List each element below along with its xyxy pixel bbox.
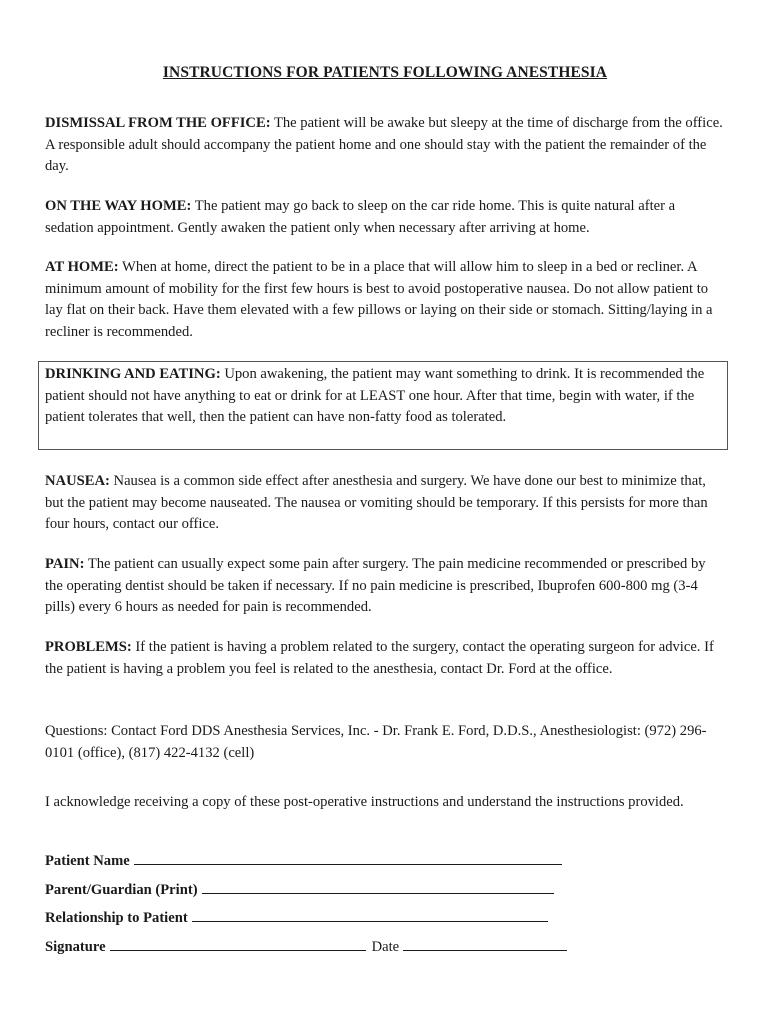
- signature-row: [45, 936, 567, 959]
- parent-guardian-label: Parent/Guardian (Print): [45, 882, 198, 898]
- section-text: The patient will be awake but sleepy at the time of discharge from the office. A responsible adult should accompany the patient home and one should stay with the patient the remainder of the day.: [45, 115, 723, 174]
- section-text: Upon awakening, the patient may want something to drink. It is recommended the patient should not have anything to eat or drink for at LEAST one hour. After that time, begin with water, if the patient tolerates that well, then the patient can have non-fatty food as tolerated.: [45, 366, 705, 425]
- section-heading: AT HOME:: [45, 259, 119, 275]
- signature-label: Signature: [45, 939, 106, 955]
- section-text: Nausea is a common side effect after anesthesia and surgery. We have done our best to minimize that, but the patient may become nauseated. The nausea or vomiting should be temporary. If this persists for more than four hours, contact our office.: [45, 473, 708, 532]
- section-heading: NAUSEA:: [45, 473, 110, 489]
- section-text: When at home, direct the patient to be in a place that will allow him to sleep in a bed or recliner. A minimum amount of mobility for the first few hours is best to avoid postoperative nausea. Do not allow patient to lay flat on their back. Have them elevated with a few pillows or laying on their side or stomach. Sitting/laying in a recliner is recommended.: [45, 259, 713, 340]
- date-field[interactable]: [403, 936, 567, 951]
- section-heading: DISMISSAL FROM THE OFFICE:: [45, 115, 271, 131]
- section-text: The patient can usually expect some pain after surgery. The pain medicine recommended or prescribed by the operating dentist should be taken if necessary. If no pain medicine is prescribed, Ibuprofen 600-800 mg (3-4 pills) every 6 hours as needed for pain is recommended.: [45, 556, 706, 615]
- section-problems: [45, 637, 725, 680]
- parent-guardian-row: [45, 879, 554, 902]
- section-pain: [45, 554, 725, 619]
- page-title: INSTRUCTIONS FOR PATIENTS FOLLOWING ANESTHESIA: [162, 64, 608, 81]
- date-label: Date: [371, 939, 400, 955]
- questions-contact: Questions: Contact Ford DDS Anesthesia Services, Inc. - Dr. Frank E. Ford, D.D.S., Anesthesiologist: (972) 296-0101 (office), (817) 422-4132 (cell): [45, 723, 707, 761]
- section-heading: ON THE WAY HOME:: [45, 198, 192, 214]
- acknowledgment-text: I acknowledge receiving a copy of these post-operative instructions and understand the instructions provided.: [45, 794, 684, 810]
- section-heading: PROBLEMS:: [45, 639, 132, 655]
- patient-name-row: [45, 850, 562, 873]
- section-nausea: [45, 471, 725, 536]
- section-way-home: [45, 196, 725, 239]
- relationship-label: Relationship to Patient: [45, 910, 188, 926]
- relationship-field[interactable]: [192, 907, 548, 922]
- section-heading: PAIN:: [45, 556, 85, 572]
- patient-name-field[interactable]: [134, 850, 562, 865]
- parent-guardian-field[interactable]: [202, 879, 554, 894]
- section-drinking-eating: [45, 364, 725, 429]
- section-heading: DRINKING AND EATING:: [45, 366, 221, 382]
- relationship-row: [45, 907, 548, 930]
- patient-name-label: Patient Name: [45, 853, 130, 869]
- section-text: If the patient is having a problem related to the surgery, contact the operating surgeon for advice. If the patient is having a problem you feel is related to the anesthesia, contact Dr. Ford at the office.: [45, 639, 714, 677]
- section-text: The patient may go back to sleep on the car ride home. This is quite natural after a sedation appointment. Gently awaken the patient only when necessary after arriving at home.: [45, 198, 676, 236]
- section-dismissal: [45, 113, 725, 178]
- section-at-home: [45, 257, 725, 343]
- signature-field[interactable]: [110, 936, 366, 951]
